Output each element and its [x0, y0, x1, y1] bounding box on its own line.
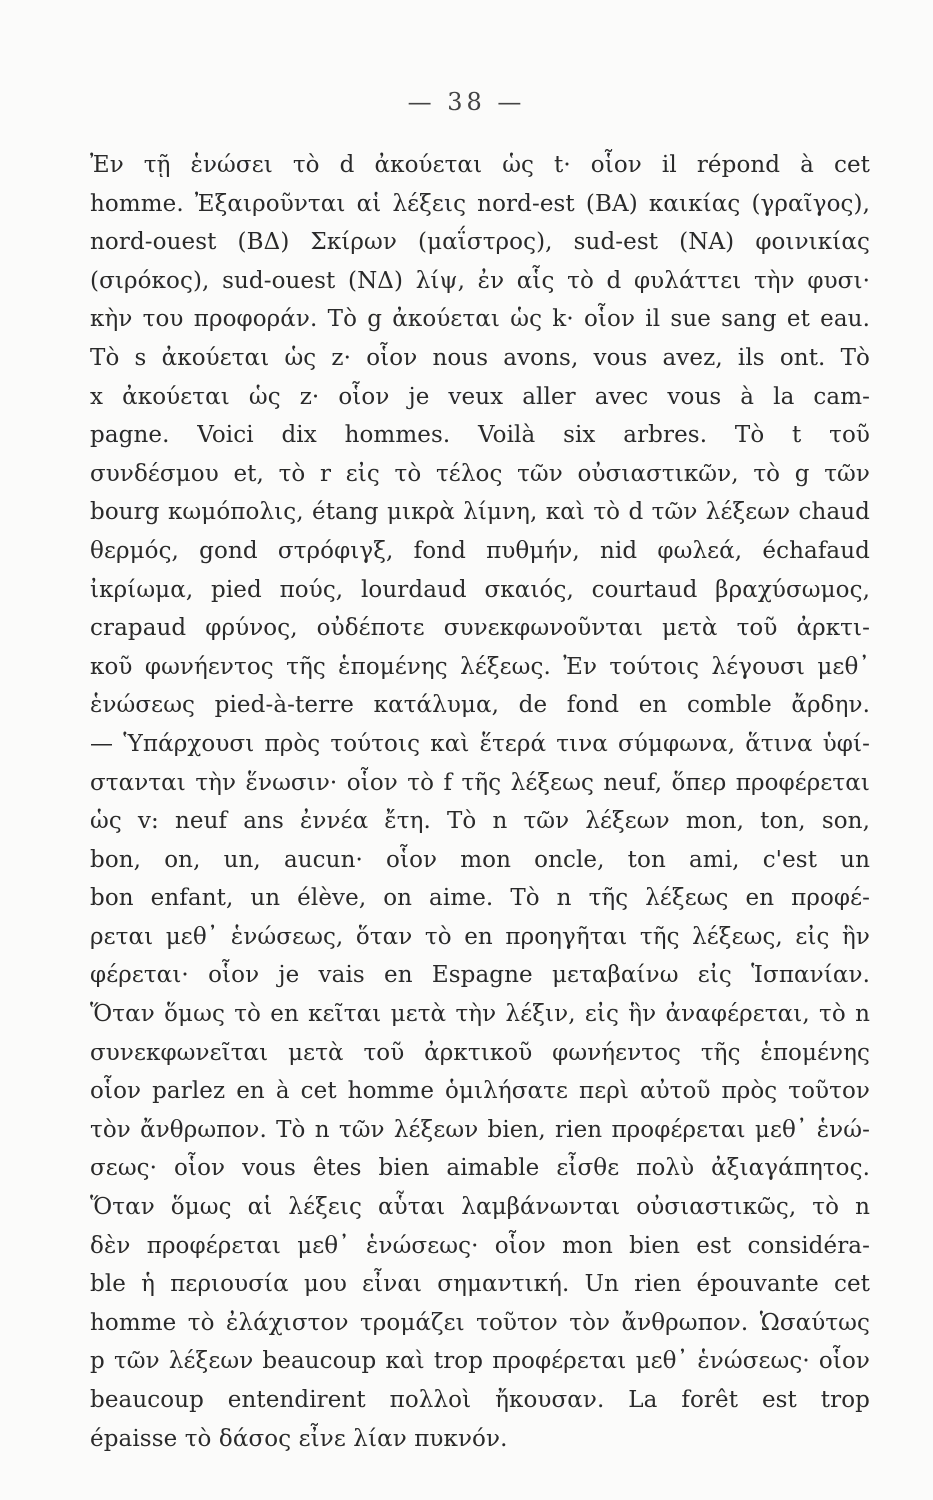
text-line: homme. Ἐξαιροῦνται αἱ λέξεις nord-est (ΒΑ) καικίας (γραῖγος),	[90, 190, 870, 217]
text-line: τὸν ἄνθρωπον. Τὸ n τῶν λέξεων bien, rien προφέρεται μεθ᾽ ἑνώ-	[90, 1116, 870, 1143]
text-line: Ἐν τῇ ἑνώσει τὸ d ἀκούεται ὡς t· οἷον il répond à cet	[90, 152, 870, 178]
text-line: bon enfant, un élève, on aime. Τὸ n τῆς λέξεως en προφέ-	[90, 885, 870, 912]
text-line: — Ὑπάρχουσι πρὸς τούτοις καὶ ἕτερά τινα σύμφωνα, ἅτινα ὑφί-	[90, 730, 870, 757]
text-line: σεως· οἷον vous êtes bien aimable εἶσθε πολὺ ἀξιαγάπητος.	[90, 1155, 870, 1182]
text-line: δὲν προφέρεται μεθ᾽ ἑνώσεως· οἷον mon bien est considéra-	[90, 1232, 870, 1259]
text-line: pagne. Voici dix hommes. Voilà six arbres. Τὸ t τοῦ	[90, 422, 870, 449]
text-line: οἷον parlez en à cet homme ὁμιλήσατε περὶ αὐτοῦ πρὸς τοῦτον	[90, 1078, 870, 1105]
text-line: φέρεται· οἷον je vais en Espagne μεταβαίνω εἰς Ἱσπανίαν.	[90, 962, 870, 989]
text-line-last: épaisse τὸ δάσος εἶνε λίαν πυκνόν.	[90, 1425, 508, 1452]
text-line: nord-ouest (ΒΔ) Σκίρων (μαΐστρος), sud-est (ΝΑ) φοινικίας	[90, 229, 870, 256]
text-line: p τῶν λέξεων beaucoup καὶ trop προφέρεται μεθ᾽ ἑνώσεως· οἷον	[90, 1348, 870, 1375]
page-number: — 38 —	[407, 88, 526, 116]
text-line: ρεται μεθ᾽ ἑνώσεως, ὅταν τὸ en προηγῆται τῆς λέξεως, εἰς ἣν	[90, 923, 870, 950]
text-line: ble ἡ περιουσία μου εἶναι σημαντική. Un rien épouvante cet	[90, 1271, 870, 1298]
text-line: (σιρόκος), sud-ouest (ΝΔ) λίψ, ἐν αἷς τὸ d φυλάττει τὴν φυσι·	[90, 267, 870, 294]
text-line: bon, on, un, aucun· οἷον mon oncle, ton ami, c'est un	[90, 846, 870, 873]
text-line: θερμός, gond στρόφιγξ, fond πυθμήν, nid φωλεά, échafaud	[90, 537, 870, 564]
text-line: συνεκφωνεῖται μετὰ τοῦ ἀρκτικοῦ φωνήεντος τῆς ἑπομένης	[90, 1039, 870, 1066]
text-line: ὡς v: neuf ans ἐννέα ἔτη. Τὸ n τῶν λέξεων mon, ton, son,	[90, 808, 870, 835]
text-line: Τὸ s ἀκούεται ὡς z· οἷον nous avons, vous avez, ils ont. Τὸ	[90, 344, 870, 371]
text-line: x ἀκούεται ὡς z· οἷον je veux aller avec vous à la cam-	[90, 383, 870, 410]
text-line: κὴν του προφοράν. Τὸ g ἀκούεται ὡς k· οἷον il sue sang et eau.	[90, 306, 870, 333]
text-line: crapaud φρύνος, οὐδέποτε συνεκφωνοῦνται μετὰ τοῦ ἀρκτι-	[90, 615, 870, 642]
text-line: συνδέσμου et, τὸ r εἰς τὸ τέλος τῶν οὐσιαστικῶν, τὸ g τῶν	[90, 460, 870, 487]
text-line: στανται τὴν ἕνωσιν· οἷον τὸ f τῆς λέξεως neuf, ὅπερ προφέρεται	[90, 769, 870, 796]
text-line: bourg κωμόπολις, étang μικρὰ λίμνη, καὶ τὸ d τῶν λέξεων chaud	[90, 499, 870, 526]
text-line: κοῦ φωνήεντος τῆς ἑπομένης λέξεως. Ἐν τούτοις λέγουσι μεθ᾽	[90, 653, 870, 680]
body-text	[90, 146, 870, 1458]
text-line: Ὅταν ὅμως τὸ en κεῖται μετὰ τὴν λέξιν, εἰς ἣν ἀναφέρεται, τὸ n	[90, 1001, 870, 1028]
text-line: Ὅταν ὅμως αἱ λέξεις αὗται λαμβάνωνται οὐσιαστικῶς, τὸ n	[90, 1194, 870, 1221]
text-line: ἰκρίωμα, pied πούς, lourdaud σκαιός, courtaud βραχύσωμος,	[90, 576, 870, 603]
text-line: beaucoup entendirent πολλοὶ ἤκουσαν. La forêt est trop	[90, 1387, 870, 1413]
text-line: ἑνώσεως pied-à-terre κατάλυμα, de fond en comble ἄρδην.	[90, 692, 870, 719]
text-line: homme τὸ ἐλάχιστον τρομάζει τοῦτον τὸν ἄνθρωπον. Ὡσαύτως	[90, 1309, 870, 1336]
